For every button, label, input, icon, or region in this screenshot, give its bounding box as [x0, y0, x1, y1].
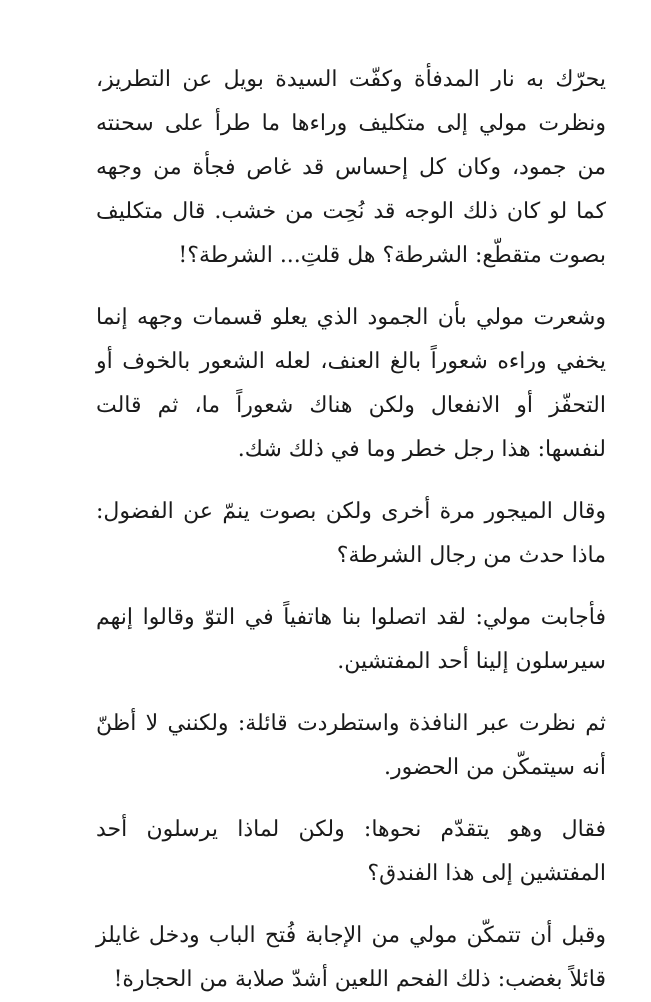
paragraph-6: فقال وهو يتقدّم نحوها: ولكن لماذا يرسلون أحد المفتشين إلى هذا الفندق؟ [96, 817, 606, 886]
paragraph-1: يحرّك به نار المدفأة وكفّت السيدة بويل عن التطريز، ونظرت مولي إلى متكليف وراءها ما طرأ على سحنته من جمود، وكان كل إحساس قد غاص فجأة من وجهه كما لو كان ذلك الوجه قد نُحِت من خشب. قال متكليف بصوت متقطّع: الشرطة؟ هل قلتِ... الشرطة؟! [96, 67, 606, 268]
paragraph-5: ثم نظرت عبر النافذة واستطردت قائلة: ولكنني لا أظنّ أنه سيتمكّن من الحضور. [96, 711, 606, 780]
paragraph-3: وقال الميجور مرة أخرى ولكن بصوت ينمّ عن الفضول: ماذا حدث من رجال الشرطة؟ [96, 499, 606, 568]
paragraph-2: وشعرت مولي بأن الجمود الذي يعلو قسمات وجهه إنما يخفي وراءه شعوراً بالغ العنف، لعله الشعور بالخوف أو التحفّز أو الانفعال ولكن هناك شعوراً ما، ثم قالت لنفسها: هذا رجل خطر وما في ذلك شك. [96, 305, 606, 462]
paragraph-7: وقبل أن تتمكّن مولي من الإجابة فُتح الباب ودخل غايلز قائلاً بغضب: ذلك الفحم اللعين أشدّ صلابة من الحجارة! [96, 923, 606, 992]
book-page-text [96, 58, 606, 1002]
paragraph-4: فأجابت مولي: لقد اتصلوا بنا هاتفياً في التوّ وقالوا إنهم سيرسلون إلينا أحد المفتشين. [96, 605, 606, 674]
